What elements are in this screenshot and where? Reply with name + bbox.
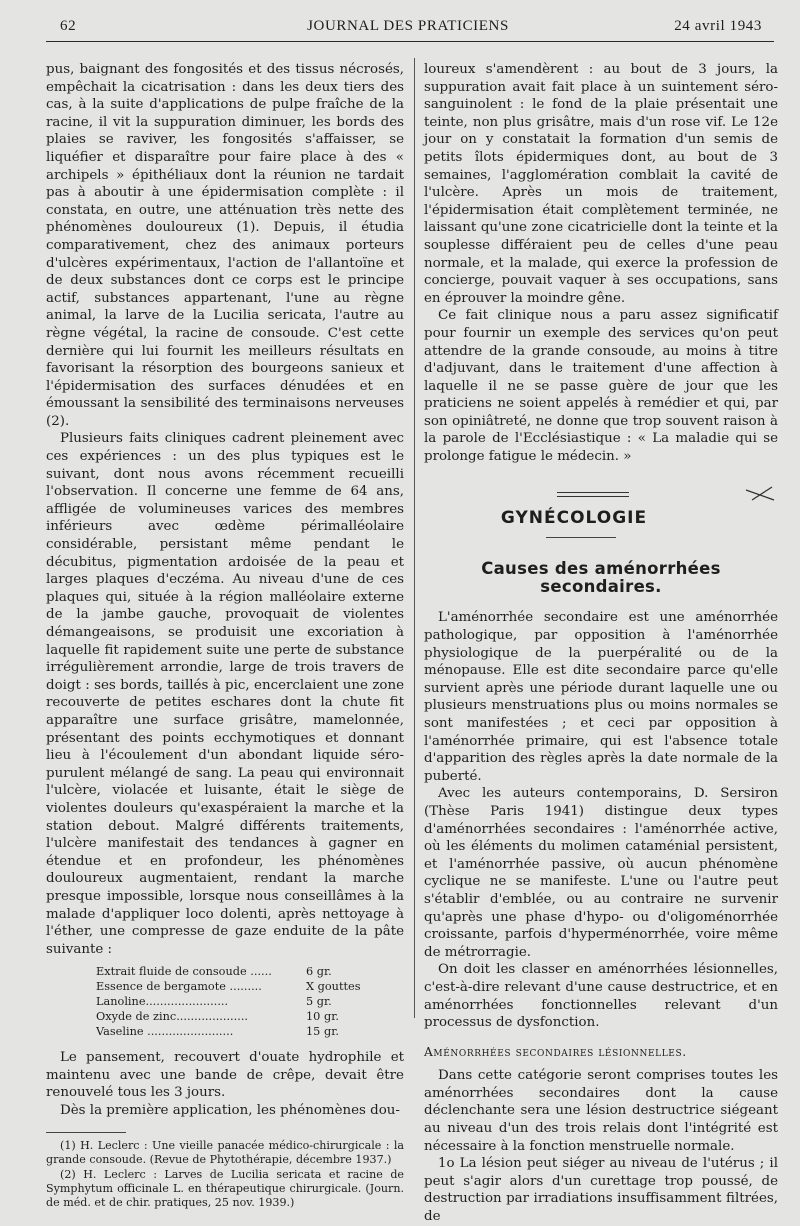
paragraph: Ce fait clinique nous a paru assez significatif pour fournir un exemple des services qu'on peut attendre de la grande consoude, au moins à titre d'adjuvant, dans le traitement d'une affection à laquelle il ne se passe guère de jour que les praticiens ne soient appelés à remédier et qui, par son opiniâtreté, ne donne que trop souvent raison à la parole de l'Ecclésiastique : « La maladie qui se prolonge fatigue le médecin. »	[424, 308, 778, 465]
recipe-ingredient: Oxyde de zinc....................	[96, 1010, 249, 1024]
journal-title: JOURNAL DES PRATICIENS	[307, 18, 509, 34]
issue-date: 24 avril 1943	[674, 18, 762, 34]
recipe-quantity: 5 gr.	[306, 995, 332, 1009]
page-number: 62	[60, 18, 77, 34]
paragraph: Plusieurs faits cliniques cadrent pleinement avec ces expériences : un des plus typiques est le suivant, dont nous avons récemment recueilli l'observation. Il concerne une femme de 64 ans, affligée de volumineuses varices des membres inférieurs avec œdème périmalléolaire considérable, persistant même pendant le décubitus, pigmentation ardoisée de la peau et larges plaques d'eczéma. Au niveau d'une de ces plaques qui, située à la région malléolaire externe de la jambe gauche, provoquait de violentes démangeaisons, se produisit une excoriation à laquelle fit rapidement suite une perte de substance irrégulièrement arrondie, large de trois travers de doigt : ses bords, taillés à pic, encerclaient une zone recouverte de petites eschares dont la chute fit apparaître une surface grisâtre, mamelonnée, présentant des points ecchymotiques et donnant lieu à l'écoulement d'un abondant liquide séro-purulent mélangé de sang. La peau qui environnait l'ulcère, violacée et luisante, était le siège de violentes douleurs qu'exaspéraient la marche et la station debout. Malgré différents traitements, l'ulcère manifestait des tendances à gagner en étendue et en profondeur, les phénomènes douloureux augmentaient, rendant la marche presque impossible, lorsque nous conseillâmes à la malade d'appliquer loco dolenti, après nettoyage à l'éther, une compresse de gaze enduite de la pâte suivante :	[46, 431, 404, 957]
footnote: (2) H. Leclerc : Larves de Lucilia sericata et racine de Symphytum officinale L. en thérapeutique chirurgicale. (Journ. de méd. et de chir. pratiques, 25 nov. 1939.)	[46, 1167, 404, 1209]
column-divider	[414, 58, 415, 1018]
recipe-quantity: 6 gr.	[306, 965, 332, 979]
article-title: Causes des aménorrhées secondaires.	[481, 559, 721, 596]
paragraph: loureux s'amendèrent : au bout de 3 jours, la suppuration avait fait place à un suintement séro-sanguinolent : le fond de la plaie présentait une teinte, non plus grisâtre, mais d'un rose vif. Le 12e jour on y constatait la formation d'un semis de petits îlots épidermiques dont, au bout de 3 semaines, l'agglomération comblait la cavité de l'ulcère. Après un mois de traitement, l'épidermisation était complètement terminée, ne laissant qu'une zone cicatricielle dont la teinte et la souplesse différaient peu de celles d'une peau normale, et la malade, qui exerce la profession de concierge, pouvait vaquer à ses occupations, sans en éprouver la moindre gêne.	[424, 62, 778, 306]
paragraph: Le pansement, recouvert d'ouate hydrophile et maintenu avec une bande de crêpe, devait être renouvelé tous les 3 jours.	[46, 1050, 404, 1101]
left-column	[46, 61, 404, 1211]
recipe-ingredient: Vaseline ........................	[96, 1025, 234, 1039]
recipe-ingredient: Lanoline.......................	[96, 995, 229, 1009]
paragraph: pus, baignant des fongosités et des tissus nécrosés, empêchait la cicatrisation : dans les deux tiers des cas, à la suite d'applications de pulpe fraîche de la racine, il vit la suppuration diminuer, les bords des plaies se raviver, les fongosités s'affaisser, se liquéfier et disparaître pour faire place à des « archipels » épithéliaux dont la réunion ne tardait pas à aboutir à une épidermisation complète : il constata, en outre, une atténuation très nette des phénomènes douloureux (1). Depuis, il étudia comparativement, chez des animaux porteurs d'ulcères expérimentaux, l'action de l'allantoïne et de deux substances dont ce corps est le principe actif, substances appartenant, l'une au règne animal, la larve de la Lucilia sericata, l'autre au règne végétal, la racine de consoude. C'est cette dernière qui lui fournit les meilleurs résultats en favorisant la résorption des bourgeons sanieux et l'épidermisation des surfaces dénudées et en émoussant la sensibilité des terminaisons nerveuses (2).	[46, 62, 404, 429]
section-underline	[546, 537, 616, 538]
subheading: Aménorrhées secondaires lésionnelles.	[424, 1044, 687, 1059]
footnotes	[46, 1139, 404, 1210]
recipe-item	[96, 1024, 386, 1039]
recipe-list	[96, 964, 386, 1039]
paragraph: On doit les classer en aménorrhées lésionnelles, c'est-à-dire relevant d'une cause destructrice, et en aménorrhées fonctionnelles relevant d'un processus de dysfonction.	[424, 962, 778, 1031]
paragraph: 1o La lésion peut siéger au niveau de l'utérus ; il peut s'agir alors d'un curettage trop poussé, de destruction par irradiations insuffisamment filtrées, de	[424, 1156, 778, 1225]
recipe-quantity: X gouttes	[306, 980, 361, 994]
right-column	[424, 61, 778, 1226]
section-separator	[424, 484, 778, 504]
header-rule	[46, 41, 774, 42]
recipe-item	[96, 1009, 386, 1024]
footnote-rule	[46, 1132, 126, 1133]
double-rule	[557, 492, 629, 497]
pencil-mark-icon	[744, 484, 778, 504]
paragraph: Dans cette catégorie seront comprises toutes les aménorrhées secondaires dont la cause déclenchante sera une lésion destructrice siégeant au niveau d'un des trois relais dont l'intégrité est nécessaire à la fonction menstruelle normale.	[424, 1068, 778, 1154]
paragraph: Dès la première application, les phénomènes dou-	[60, 1103, 400, 1119]
paragraph: L'aménorrhée secondaire est une aménorrhée pathologique, par opposition à l'aménorrhée physiologique de la puerpéralité ou de la ménopause. Elle est dite secondaire parce qu'elle survient après une période durant laquelle une ou plusieurs menstruations plus ou moins normales se sont manifestées ; et ceci par opposition à l'aménorrhée primaire, qui est l'absence totale d'apparition des règles après la date normale de la puberté.	[424, 610, 778, 784]
section-title: GYNÉCOLOGIE	[500, 507, 648, 528]
recipe-item	[96, 979, 386, 994]
page-header	[46, 18, 770, 40]
recipe-quantity: 10 gr.	[306, 1010, 339, 1024]
recipe-ingredient: Extrait fluide de consoude ......	[96, 965, 272, 979]
recipe-quantity: 15 gr.	[306, 1025, 339, 1039]
paragraph: Avec les auteurs contemporains, D. Sersiron (Thèse Paris 1941) distingue deux types d'aménorrhées secondaires : l'aménorrhée active, où les éléments du molimen cataménial persistent, et l'aménorrhée passive, où aucun phénomène cyclique ne se manifeste. L'une ou l'autre peut s'établir d'emblée, ou au contraire ne survenir qu'après une phase d'hypo- ou d'oligoménorrhée croissante, parfois d'hyperménorrhée, voire même de métrorragie.	[424, 786, 778, 960]
recipe-item	[96, 964, 386, 979]
footnote: (1) H. Leclerc : Une vieille panacée médico-chirurgicale : la grande consoude. (Revue de Phytothérapie, décembre 1937.)	[46, 1138, 404, 1166]
recipe-item	[96, 994, 386, 1009]
recipe-ingredient: Essence de bergamote .........	[96, 980, 262, 994]
